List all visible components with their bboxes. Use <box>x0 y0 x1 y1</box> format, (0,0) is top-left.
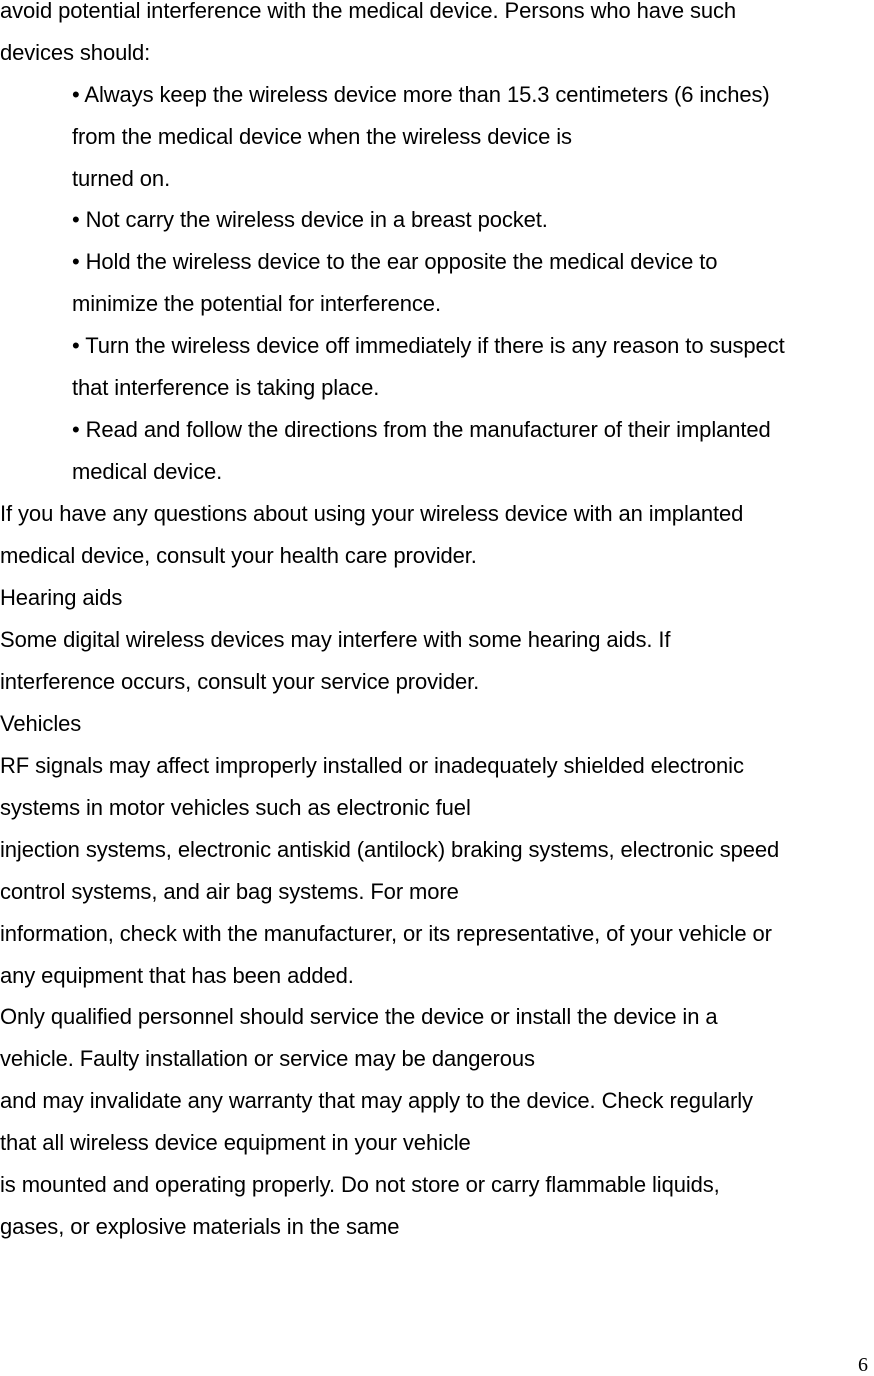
text-line: and may invalidate any warranty that may apply to the device. Check regularly <box>0 1088 753 1113</box>
text-line: If you have any questions about using your wireless device with an implanted <box>0 501 744 526</box>
text-line: avoid potential interference with the medical device. Persons who have such <box>0 0 737 23</box>
text-line: interference occurs, consult your service provider. <box>0 669 480 694</box>
text-line: control systems, and air bag systems. For more <box>0 879 459 904</box>
text-line: that interference is taking place. <box>72 375 380 400</box>
text-line: turned on. <box>72 166 171 191</box>
bullet-item: • Always keep the wireless device more than 15.3 centimeters (6 inches) <box>72 82 770 107</box>
section-heading-hearing-aids: Hearing aids <box>0 585 123 610</box>
text-line: Some digital wireless devices may interfere with some hearing aids. If <box>0 627 671 652</box>
text-line: medical device, consult your health care provider. <box>0 543 477 568</box>
text-line: systems in motor vehicles such as electronic fuel <box>0 795 471 820</box>
text-line: vehicle. Faulty installation or service may be dangerous <box>0 1046 535 1071</box>
bullet-item: • Hold the wireless device to the ear opposite the medical device to <box>72 249 718 274</box>
text-line: from the medical device when the wireless device is <box>72 124 572 149</box>
text-line: gases, or explosive materials in the same <box>0 1214 400 1239</box>
text-line: information, check with the manufacturer, or its representative, of your vehicle or <box>0 921 772 946</box>
text-line: devices should: <box>0 40 151 65</box>
text-line: RF signals may affect improperly installed or inadequately shielded electronic <box>0 753 744 778</box>
text-line: injection systems, electronic antiskid (antilock) braking systems, electronic speed <box>0 837 780 862</box>
text-line: minimize the potential for interference. <box>72 291 441 316</box>
text-line: is mounted and operating properly. Do not store or carry flammable liquids, <box>0 1172 720 1197</box>
page-number: 6 <box>858 1354 868 1376</box>
text-line: that all wireless device equipment in your vehicle <box>0 1130 471 1155</box>
text-line: medical device. <box>72 459 223 484</box>
bullet-item: • Turn the wireless device off immediately if there is any reason to suspect <box>72 333 785 358</box>
section-heading-vehicles: Vehicles <box>0 711 82 736</box>
bullet-item: • Read and follow the directions from the manufacturer of their implanted <box>72 417 771 442</box>
text-line: Only qualified personnel should service the device or install the device in a <box>0 1004 718 1029</box>
text-line: any equipment that has been added. <box>0 963 354 988</box>
bullet-item: • Not carry the wireless device in a breast pocket. <box>72 207 548 232</box>
